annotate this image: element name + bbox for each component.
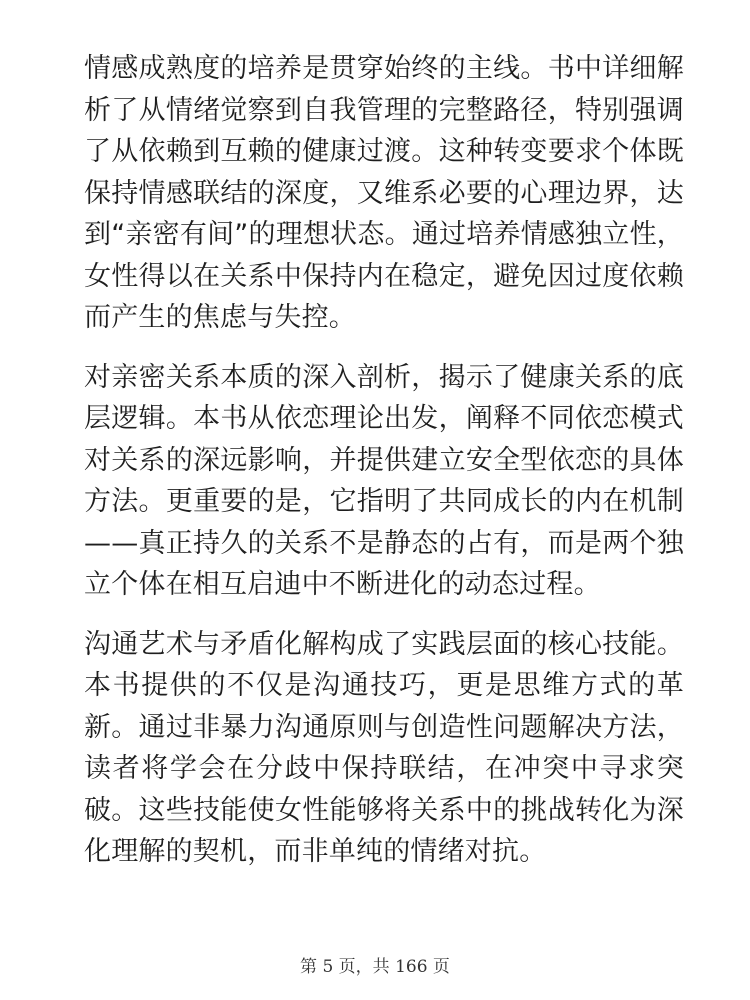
page-number-footer: 第 5 页，共 166 页 bbox=[300, 957, 450, 977]
paragraph-1: 情感成熟度的培养是贯穿始终的主线。书中详细解析了从情绪觉察到自我管理的完整路径，特别强调了从依赖到互赖的健康过渡。这种转变要求个体既保持情感联结的深度，又维系必要的心理边界，达到“亲密有间”的理想状态。通过培养情感独立性，女性得以在关系中保持内在稳定，避免因过度依赖而产生的焦虑与失控。 bbox=[84, 53, 684, 333]
paragraph-3: 沟通艺术与矛盾化解构成了实践层面的核心技能。本书提供的不仅是沟通技巧，更是思维方式的革新。通过非暴力沟通原则与创造性问题解决方法，读者将学会在分歧中保持联结，在冲突中寻求突破。这些技能使女性能够将关系中的挑战转化为深化理解的契机，而非单纯的情绪对抗。 bbox=[84, 628, 684, 867]
body-text bbox=[84, 48, 684, 891]
paragraph-2: 对亲密关系本质的深入剖析，揭示了健康关系的底层逻辑。本书从依恋理论出发，阐释不同依恋模式对关系的深远影响，并提供建立安全型依恋的具体方法。更重要的是，它指明了共同成长的内在机制——真正持久的关系不是静态的占有，而是两个独立个体在相互启迪中不断进化的动态过程。 bbox=[84, 361, 684, 600]
